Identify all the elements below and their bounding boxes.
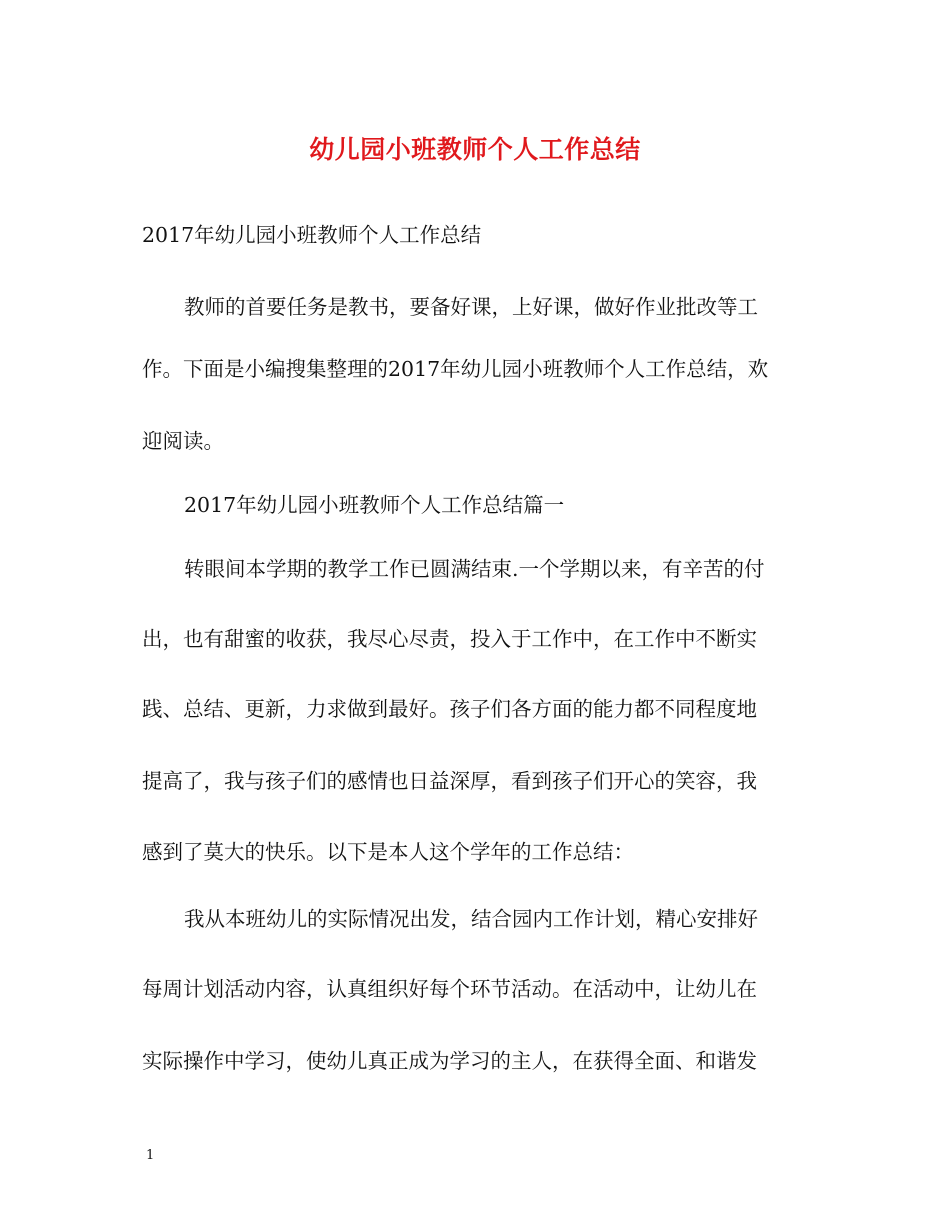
paragraph-line: 每周计划活动内容，认真组织好每个环节活动。在活动中，让幼儿在 (142, 977, 757, 1001)
subtitle-line: 2017年幼儿园小班教师个人工作总结 (142, 223, 482, 247)
paragraph-line: 践、总结、更新，力求做到最好。孩子们各方面的能力都不同程度地 (142, 697, 757, 721)
document-title: 幼儿园小班教师个人工作总结 (309, 135, 641, 164)
page-number: 1 (146, 1148, 155, 1163)
paragraph-line: 出，也有甜蜜的收获，我尽心尽责，投入于工作中，在工作中不断实 (142, 627, 757, 651)
paragraph-line: 实际操作中学习，使幼儿真正成为学习的主人，在获得全面、和谐发 (142, 1049, 757, 1073)
paragraph-line: 我从本班幼儿的实际情况出发，结合园内工作计划，精心安排好 (184, 907, 758, 931)
paragraph-line: 提高了，我与孩子们的感情也日益深厚，看到孩子们开心的笑容，我 (142, 769, 757, 793)
paragraph-line: 迎阅读。 (142, 429, 224, 453)
paragraph-line: 感到了莫大的快乐。以下是本人这个学年的工作总结： (142, 840, 634, 864)
section-heading: 2017年幼儿园小班教师个人工作总结篇一 (184, 493, 565, 517)
paragraph-line: 作。下面是小编搜集整理的2017年幼儿园小班教师个人工作总结，欢 (142, 357, 769, 381)
paragraph-line: 转眼间本学期的教学工作已圆满结束.一个学期以来，有辛苦的付 (184, 557, 765, 581)
paragraph-line: 教师的首要任务是教书，要备好课，上好课，做好作业批改等工 (184, 295, 758, 319)
